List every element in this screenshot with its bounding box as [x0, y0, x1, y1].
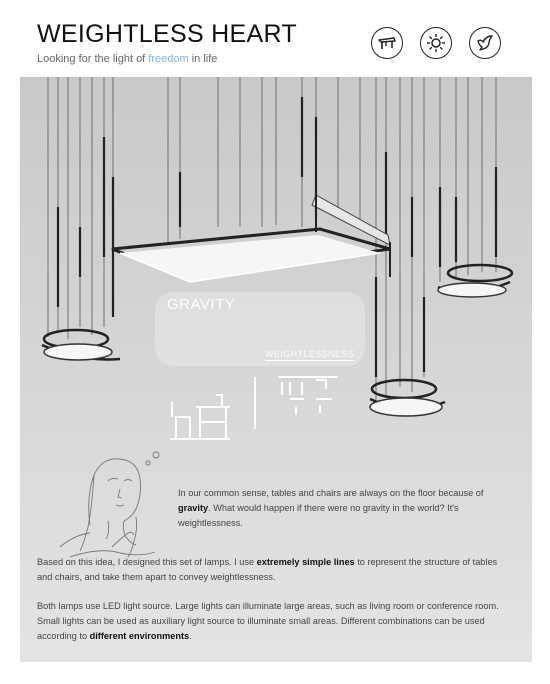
p1-text-c: . What would happen if there were no gravity in the world? It's weightlessness. [178, 503, 459, 528]
weightlessness-pictogram [278, 377, 338, 415]
subtitle-text-end: in life [188, 53, 218, 65]
p2-bold: extremely simple lines [256, 557, 355, 567]
p2-text-c: to represent the structure of tables and chairs, and take them apart to convey weightlessness. [37, 557, 498, 582]
table-icon [371, 27, 403, 59]
page-title: WEIGHTLESS HEART [37, 20, 297, 48]
p3-text-a: Both lamps use LED light source. Large lights can illuminate large areas, such as living room or conference room. Small lights can be used as auxiliary light source to illuminate small areas. Different combinations can be used according to [37, 601, 499, 641]
p3-bold: different environments [89, 631, 190, 641]
subtitle-text: Looking for the light of [37, 53, 149, 65]
p2-text-a: Based on this idea, I designed this set of lamps. I use [37, 557, 257, 567]
subtitle-highlight: freedom [148, 53, 189, 65]
gravity-label: GRAVITY [167, 296, 236, 313]
paragraph-light-source [37, 599, 507, 644]
paragraph-design [37, 555, 507, 585]
header [0, 0, 550, 78]
p1-bold: gravity [178, 503, 209, 513]
p3-text-c: . [189, 631, 192, 641]
woman-thinking-drawing [60, 452, 159, 557]
weightlessness-label: WEIGHTLESSNESS [265, 349, 355, 359]
gravity-pictogram [170, 395, 230, 439]
sun-light-icon [420, 27, 452, 59]
p1-text-a: In our common sense, tables and chairs are always on the floor because of [178, 488, 484, 498]
page-subtitle [37, 53, 217, 65]
paragraph-gravity [178, 486, 508, 531]
bird-icon [469, 27, 501, 59]
